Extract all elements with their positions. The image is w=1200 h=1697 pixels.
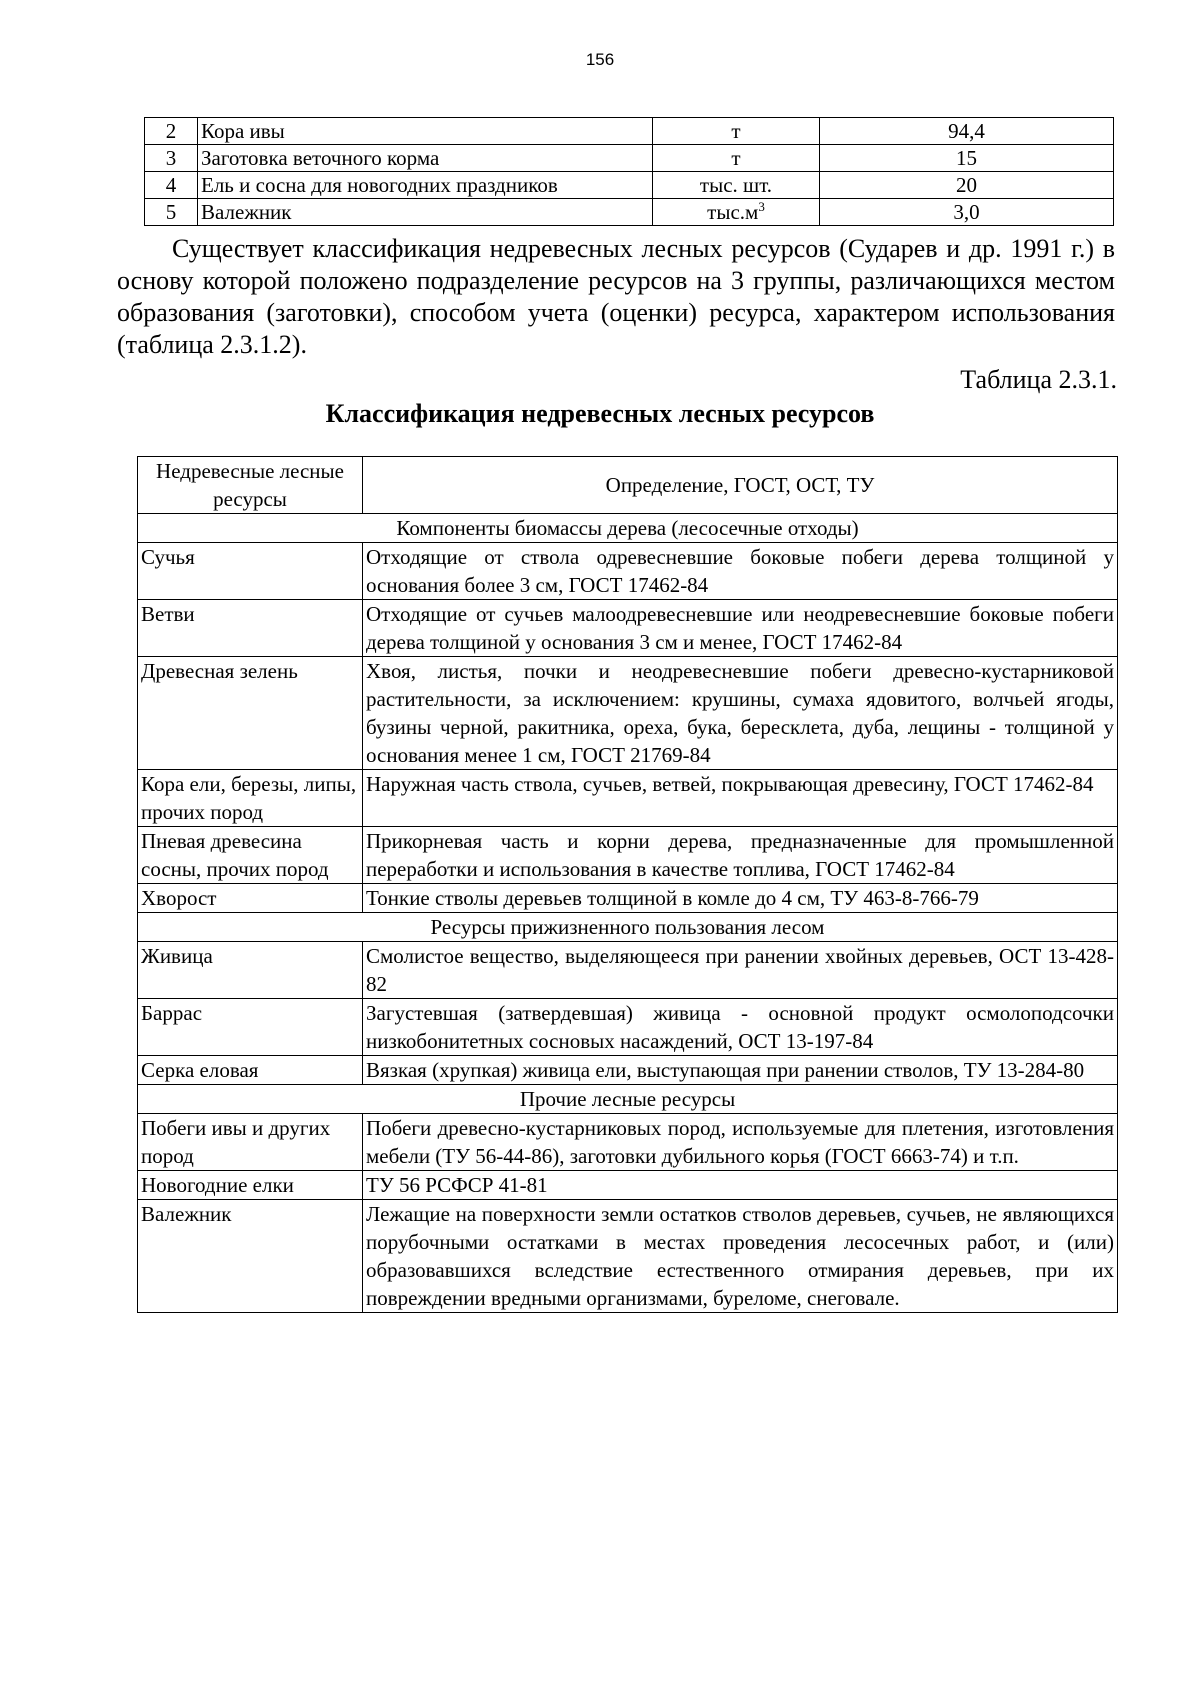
table-row bbox=[138, 884, 1118, 913]
table-row bbox=[138, 657, 1118, 770]
resource-name: Ель и сосна для новогодних праздников bbox=[198, 172, 653, 199]
group-row bbox=[138, 913, 1118, 942]
resource-definition: Лежащие на поверхности земли остатков стволов деревьев, сучьев, не являющихся порубочными остатками в местах проведения лесосечных работ, и (или) образовавшихся вследствие естественного отмирания деревьев, при их повреждении вредными организмами, буреломе, снеговале. bbox=[363, 1200, 1118, 1313]
unit-text: т bbox=[731, 119, 741, 143]
table-row bbox=[138, 999, 1118, 1056]
resource-definition: Смолистое вещество, выделяющееся при ранении хвойных деревьев, ОСТ 13-428-82 bbox=[363, 942, 1118, 999]
resource-definition: Вязкая (хрупкая) живица ели, выступающая при ранении стволов, ТУ 13-284-80 bbox=[363, 1056, 1118, 1085]
resource-term: Ветви bbox=[138, 600, 363, 657]
table-row bbox=[138, 543, 1118, 600]
resource-name: Валежник bbox=[198, 199, 653, 226]
group-row bbox=[138, 1085, 1118, 1114]
table-row bbox=[138, 942, 1118, 999]
row-number: 3 bbox=[145, 145, 198, 172]
resource-term: Новогодние елки bbox=[138, 1171, 363, 1200]
table-row bbox=[145, 199, 1114, 226]
table-row bbox=[145, 172, 1114, 199]
resource-definition: ТУ 56 РСФСР 41-81 bbox=[363, 1171, 1118, 1200]
value: 20 bbox=[820, 172, 1114, 199]
unit bbox=[653, 172, 820, 199]
resource-definition: Отходящие от ствола одревесневшие боковые побеги дерева толщиной у основания более 3 см, ГОСТ 17462-84 bbox=[363, 543, 1118, 600]
row-number: 2 bbox=[145, 118, 198, 145]
value: 94,4 bbox=[820, 118, 1114, 145]
unit bbox=[653, 145, 820, 172]
table-row bbox=[145, 118, 1114, 145]
resource-name: Кора ивы bbox=[198, 118, 653, 145]
body-paragraph: Существует классификация недревесных лесных ресурсов (Сударев и др. 1991 г.) в основу которой положено подразделение ресурсов на 3 группы, различающихся местом образования (заготовки), способом учета (оценки) ресурса, характером использования (таблица 2.3.1.2). bbox=[117, 234, 1115, 359]
resource-definition: Отходящие от сучьев малоодревесневшие или неодревесневшие боковые побеги дерева толщиной у основания 3 см и менее, ГОСТ 17462-84 bbox=[363, 600, 1118, 657]
resource-volume-table bbox=[144, 117, 1114, 226]
resource-definition: Загустевшая (затвердевшая) живица - основной продукт осмолоподсочки низкобонитетных сосновых насаждений, ОСТ 13-197-84 bbox=[363, 999, 1118, 1056]
resource-definition: Побеги древесно-кустарниковых пород, используемые для плетения, изготовления мебели (ТУ 56-44-86), заготовки дубильного корья (ГОСТ 6663-74) и т.п. bbox=[363, 1114, 1118, 1171]
unit bbox=[653, 118, 820, 145]
table-number: Таблица 2.3.1. bbox=[960, 365, 1117, 394]
resource-definition: Тонкие стволы деревьев толщиной в комле до 4 см, ТУ 463-8-766-79 bbox=[363, 884, 1118, 913]
group-title: Ресурсы прижизненного пользования лесом bbox=[138, 913, 1118, 942]
table-row bbox=[138, 827, 1118, 884]
table-row bbox=[138, 1056, 1118, 1085]
row-number: 4 bbox=[145, 172, 198, 199]
resource-term: Хворост bbox=[138, 884, 363, 913]
resource-definition: Прикорневая часть и корни дерева, предназначенные для промышленной переработки и использования в качестве топлива, ГОСТ 17462-84 bbox=[363, 827, 1118, 884]
group-row bbox=[138, 514, 1118, 543]
resource-definition: Наружная часть ствола, сучьев, ветвей, покрывающая древесину, ГОСТ 17462-84 bbox=[363, 770, 1118, 827]
table-row bbox=[138, 1114, 1118, 1171]
page-number: 156 bbox=[585, 50, 615, 69]
group-title: Компоненты биомассы дерева (лесосечные отходы) bbox=[138, 514, 1118, 543]
header-resources: Недревесные лесные ресурсы bbox=[138, 457, 363, 514]
table-row bbox=[138, 770, 1118, 827]
unit bbox=[653, 199, 820, 226]
table-header-row bbox=[138, 457, 1118, 514]
resource-term: Живица bbox=[138, 942, 363, 999]
unit-text: тыс. шт. bbox=[699, 173, 773, 197]
table-row bbox=[138, 1171, 1118, 1200]
table-title: Классификация недревесных лесных ресурсов bbox=[325, 399, 875, 428]
resource-term: Серка еловая bbox=[138, 1056, 363, 1085]
resource-name: Заготовка веточного корма bbox=[198, 145, 653, 172]
resource-term: Побеги ивы и других пород bbox=[138, 1114, 363, 1171]
resource-term: Сучья bbox=[138, 543, 363, 600]
unit-text: т bbox=[731, 146, 741, 170]
value: 3,0 bbox=[820, 199, 1114, 226]
resource-term: Древесная зелень bbox=[138, 657, 363, 770]
resource-term: Баррас bbox=[138, 999, 363, 1056]
classification-table bbox=[137, 456, 1118, 1313]
unit-superscript: 3 bbox=[758, 199, 765, 214]
header-definition: Определение, ГОСТ, ОСТ, ТУ bbox=[363, 457, 1118, 514]
row-number: 5 bbox=[145, 199, 198, 226]
table-row bbox=[145, 145, 1114, 172]
resource-term: Пневая древесина сосны, прочих пород bbox=[138, 827, 363, 884]
resource-term: Валежник bbox=[138, 1200, 363, 1313]
value: 15 bbox=[820, 145, 1114, 172]
group-title: Прочие лесные ресурсы bbox=[138, 1085, 1118, 1114]
resource-term: Кора ели, березы, липы, прочих пород bbox=[138, 770, 363, 827]
unit-text: тыс.м bbox=[707, 200, 759, 224]
table-row bbox=[138, 1200, 1118, 1313]
resource-definition: Хвоя, листья, почки и неодревесневшие побеги древесно-кустарниковой растительности, за исключением: крушины, сумаха ядовитого, волчьей ягоды, бузины черной, ракитника, ореха, бука, бересклета, дуба, лещины - толщиной у основания менее 1 см, ГОСТ 21769-84 bbox=[363, 657, 1118, 770]
table-row bbox=[138, 600, 1118, 657]
